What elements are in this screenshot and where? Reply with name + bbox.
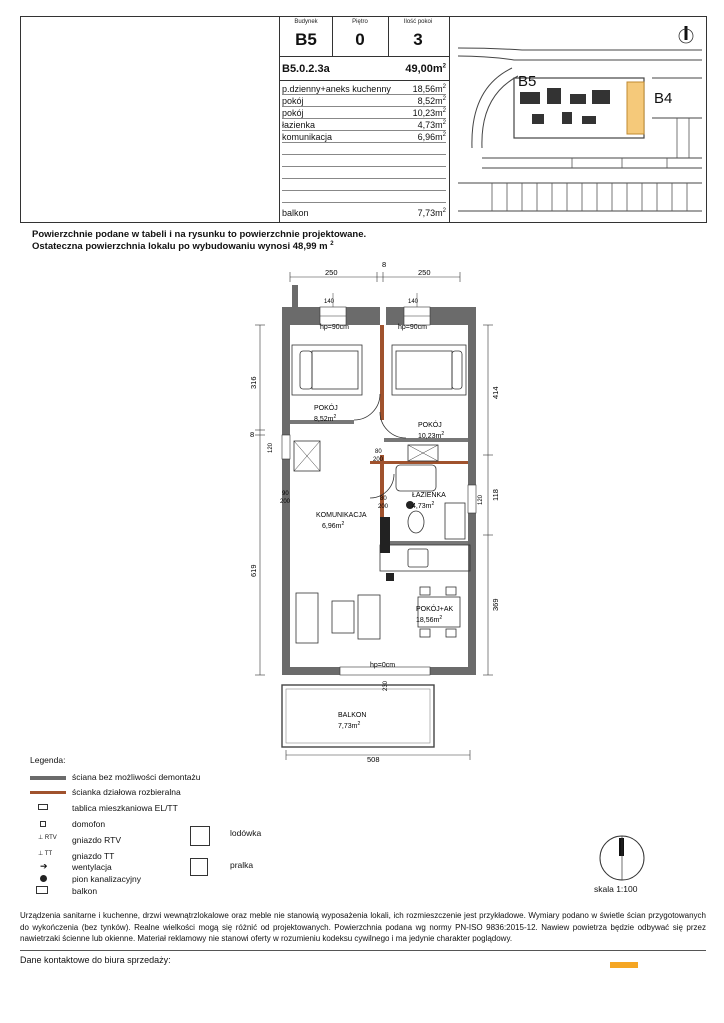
door3-width: 90 (282, 491, 289, 497)
legend-item: balkon (72, 886, 98, 896)
door1-width: 80 (375, 449, 382, 455)
hp-bottom: hp=0cm (370, 662, 396, 669)
empty-row (282, 156, 446, 167)
empty-row (282, 168, 446, 179)
dim-right-bottom: 369 (491, 598, 500, 611)
dim-left-mid: 8 (250, 430, 255, 439)
door2-width: 80 (380, 496, 387, 502)
hall-area: $6,96m^2$ (322, 521, 345, 530)
room-row: komunikacja $6,96m^2$ (282, 132, 446, 142)
win-bottom: 230 (383, 680, 389, 691)
rooms-count-value: 3 (413, 30, 423, 49)
win-left: 120 (268, 442, 274, 453)
washer-label: pralka (230, 860, 254, 870)
drain-pipe-icon (40, 875, 47, 882)
legend-item: gniazdo TT (72, 851, 115, 861)
site-map-label-left: B5 (518, 73, 537, 90)
tt-socket-icon: ⊥ TT (38, 851, 53, 857)
building-label: Budynek (294, 19, 318, 25)
legend-item: pion kanalizacyjny (72, 874, 141, 884)
wall-symbol (30, 776, 66, 780)
hp-left: hp=90cm (320, 324, 349, 331)
legend-item: gniazdo RTV (72, 835, 121, 845)
accent-bar (610, 962, 638, 968)
site-map-label-right: B4 (654, 90, 673, 107)
win-right: 120 (478, 494, 484, 505)
legend-title: Legenda: (30, 755, 66, 765)
disclaimer: Urządzenia sanitarne i kuchenne, drzwi wewnątrzlokalowe oraz meble nie stanowią wyposażenia lokali, ich rozmieszczenie jest przykładowe. Wymiary podano w świetle ścian przygotowanych do wykończenia (bez tynków). Realne wielkości mogą się różnić od projektowanych. Powierzchnia podana wg normy PN-ISO 9836:2015-12. Nawiew powietrza będzie odbywać się przez nawietrzaki ścienne lub okienne. Materiał reklamowy nie stanowi oferty w rozumieniu kodeksu cywilnego i ma jedynie charakter poglądowy. (20, 911, 706, 943)
door1-height: 200 (373, 457, 384, 463)
building-value: B5 (295, 30, 317, 49)
balcony-name: BALKON (338, 712, 367, 719)
room1-area: $8,52m^2$ (314, 414, 337, 423)
balcony-area: $7,73m^2$ (338, 721, 361, 730)
dim-top-right: 250 (418, 268, 431, 277)
room2-area: $10,23m^2$ (418, 431, 445, 440)
room-row: łazienka $4,73m^2$ (282, 120, 446, 130)
panel-icon (38, 804, 48, 810)
area-note-line1: Powierzchnie podane w tabeli i na rysunku to powierzchnie projektowane. (32, 229, 367, 240)
door2-height: 200 (378, 504, 389, 510)
area-note-line2: Ostateczna powierzchnia lokalu po wybudowaniu wynosi 48,99 m $^2$ (32, 241, 334, 253)
floor-value: 0 (355, 30, 365, 49)
washer-symbol (190, 858, 208, 876)
win-top2: 140 (408, 299, 419, 305)
room-row: pokój $8,52m^2$ (282, 96, 446, 106)
unit-id: B5.0.2.3a (282, 63, 330, 75)
legend-item: tablica mieszkaniowa EL/TT (72, 803, 178, 813)
room-row: pokój $10,23m^2$ (282, 108, 446, 118)
dim-right-top: 414 (491, 386, 500, 399)
divider (20, 950, 706, 951)
dim-right-mid: 118 (491, 489, 500, 501)
door3-height: 200 (280, 499, 291, 505)
rooms-count-label: Ilość pokoi (403, 19, 433, 25)
fridge-symbol (190, 826, 210, 846)
room2-name: POKÓJ (418, 422, 442, 429)
scale-label: skala 1:100 (594, 884, 638, 894)
living-name: POKÓJ+AK (416, 606, 454, 613)
legend-item: wentylacja (72, 862, 112, 872)
bath-area: $4,73m^2$ (412, 501, 435, 510)
living-area: $18,56m^2$ (416, 615, 443, 624)
fridge-label: lodówka (230, 828, 262, 838)
intercom-icon (40, 821, 46, 827)
floor-label: Piętro (352, 19, 368, 25)
room-row: p.dzienny+aneks kuchenny $18,56m^2$ (282, 84, 446, 94)
empty-row (282, 180, 446, 191)
dim-bottom: 508 (367, 755, 380, 764)
site-map (452, 18, 704, 220)
dim-top-mid: 8 (382, 260, 387, 269)
partition-symbol (30, 791, 66, 794)
dim-left-bottom: 619 (249, 564, 258, 577)
ventilation-icon: ➔ (40, 861, 48, 871)
balcony-row: balkon $7,73m^2$ (282, 208, 446, 218)
rtv-socket-icon: ⊥ RTV (38, 835, 57, 841)
empty-row (282, 192, 446, 203)
contact-label: Dane kontaktowe do biura sprzedaży: (20, 955, 171, 965)
bath-name: ŁAZIENKA (412, 492, 446, 499)
hall-name: KOMUNIKACJA (316, 512, 367, 519)
room1-name: POKÓJ (314, 405, 338, 412)
unit-area: $49,00m^2$ (405, 63, 446, 75)
win-top1: 140 (324, 299, 335, 305)
dim-top-left: 250 (325, 268, 338, 277)
legend-item: ścianka działowa rozbieralna (72, 787, 181, 797)
empty-row (282, 144, 446, 155)
legend-item: domofon (72, 819, 106, 829)
floor-plan (220, 255, 520, 765)
compass-icon (594, 834, 654, 886)
legend-item: ściana bez możliwości demontażu (72, 772, 201, 782)
dim-left-top: 316 (249, 376, 258, 389)
hp-right: hp=90cm (398, 324, 427, 331)
balcony-icon (36, 886, 48, 894)
